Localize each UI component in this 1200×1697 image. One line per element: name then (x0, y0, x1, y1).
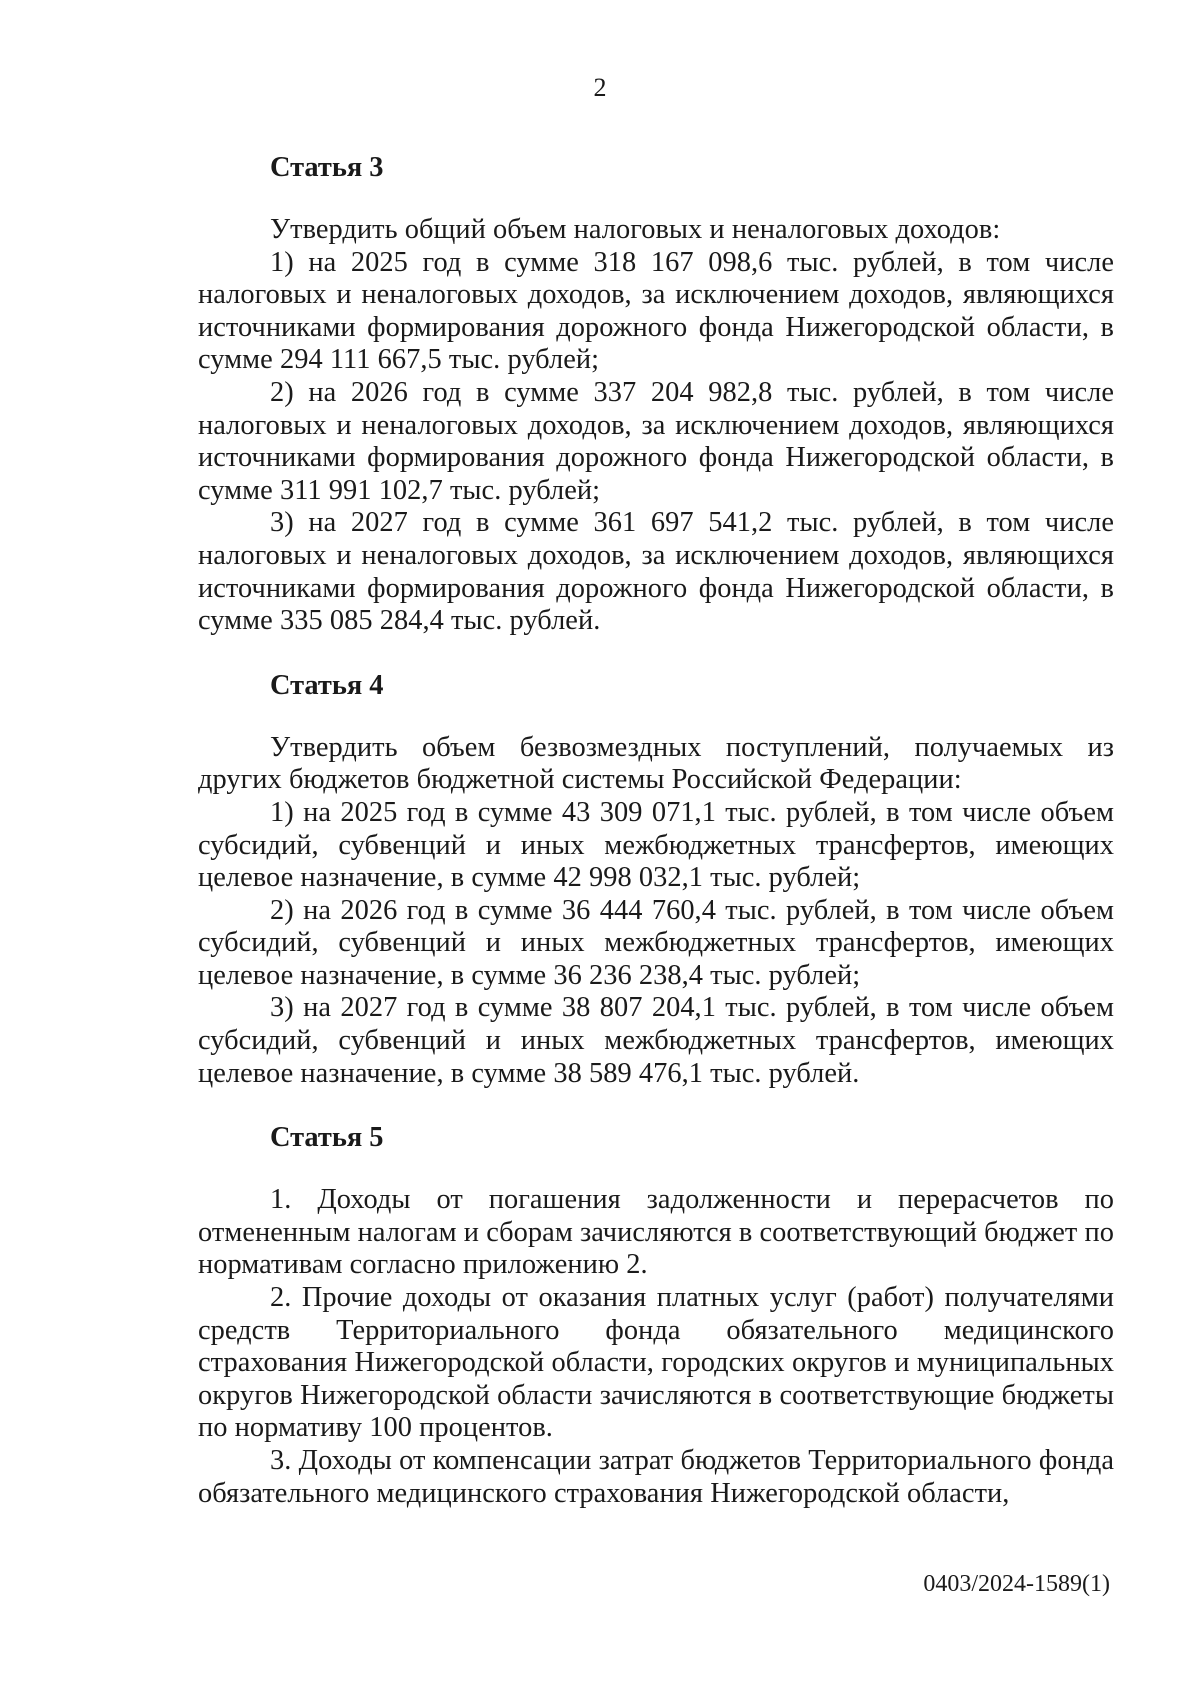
article-5-paragraph-1: 1. Доходы от погашения задолженности и перерасчетов по отмененным налогам и сборам зачисляются в соответствующий бюджет по нормативам согласно приложению 2. (198, 1184, 1114, 1281)
article-3-paragraph-intro: Утвердить общий объем налоговых и неналоговых доходов: (270, 214, 1001, 245)
article-5-paragraph-3: 3. Доходы от компенсации затрат бюджетов Территориального фонда обязательного медицинского страхования Нижегородской области, (198, 1445, 1114, 1509)
article-4-title: Статья 4 (270, 669, 384, 701)
article-3-paragraph-3: 3) на 2027 год в сумме 361 697 541,2 тыс. рублей, в том числе налоговых и неналоговых доходов, за исключением доходов, являющихся источниками формирования дорожного фонда Нижегородской области, в сумме 335 085 284,4 тыс. рублей. (198, 507, 1114, 637)
article-4-paragraph-2: 2) на 2026 год в сумме 36 444 760,4 тыс. рублей, в том числе объем субсидий, субвенций и иных межбюджетных трансфертов, имеющих целевое назначение, в сумме 36 236 238,4 тыс. рублей; (198, 894, 1114, 991)
document-registration-code: 0403/2024-1589(1) (923, 1571, 1110, 1597)
article-4-paragraph-1: 1) на 2025 год в сумме 43 309 071,1 тыс. рублей, в том числе объем субсидий, субвенций и иных межбюджетных трансфертов, имеющих целевое назначение, в сумме 42 998 032,1 тыс. рублей; (198, 796, 1114, 894)
article-3-paragraph-2: 2) на 2026 год в сумме 337 204 982,8 тыс. рублей, в том числе налоговых и неналоговых доходов, за исключением доходов, являющихся источниками формирования дорожного фонда Нижегородской области, в сумме 311 991 102,7 тыс. рублей; (198, 376, 1114, 506)
article-5-title: Статья 5 (270, 1122, 384, 1154)
article-4-paragraph-3: 3) на 2027 год в сумме 38 807 204,1 тыс. рублей, в том числе объем субсидий, субвенций и иных межбюджетных трансфертов, имеющих целевое назначение, в сумме 38 589 476,1 тыс. рублей. (198, 992, 1114, 1089)
article-5-paragraph-2: 2. Прочие доходы от оказания платных услуг (работ) получателями средств Территориального фонда обязательного медицинского страхования Нижегородской области, городских округов и муниципальных округов Нижегородской области зачисляются в соответствующие бюджеты по нормативу 100 процентов. (198, 1282, 1114, 1444)
document-body (198, 152, 1114, 1510)
page-number: 2 (593, 73, 607, 102)
article-3-title: Статья 3 (270, 152, 384, 183)
article-3-paragraph-1: 1) на 2025 год в сумме 318 167 098,6 тыс. рублей, в том числе налоговых и неналоговых доходов, за исключением доходов, являющихся источниками формирования дорожного фонда Нижегородской области, в сумме 294 111 667,5 тыс. рублей; (198, 246, 1114, 376)
article-4-paragraph-intro: Утвердить объем безвозмездных поступлений, получаемых из других бюджетов бюджетной системы Российской Федерации: (198, 731, 1114, 796)
